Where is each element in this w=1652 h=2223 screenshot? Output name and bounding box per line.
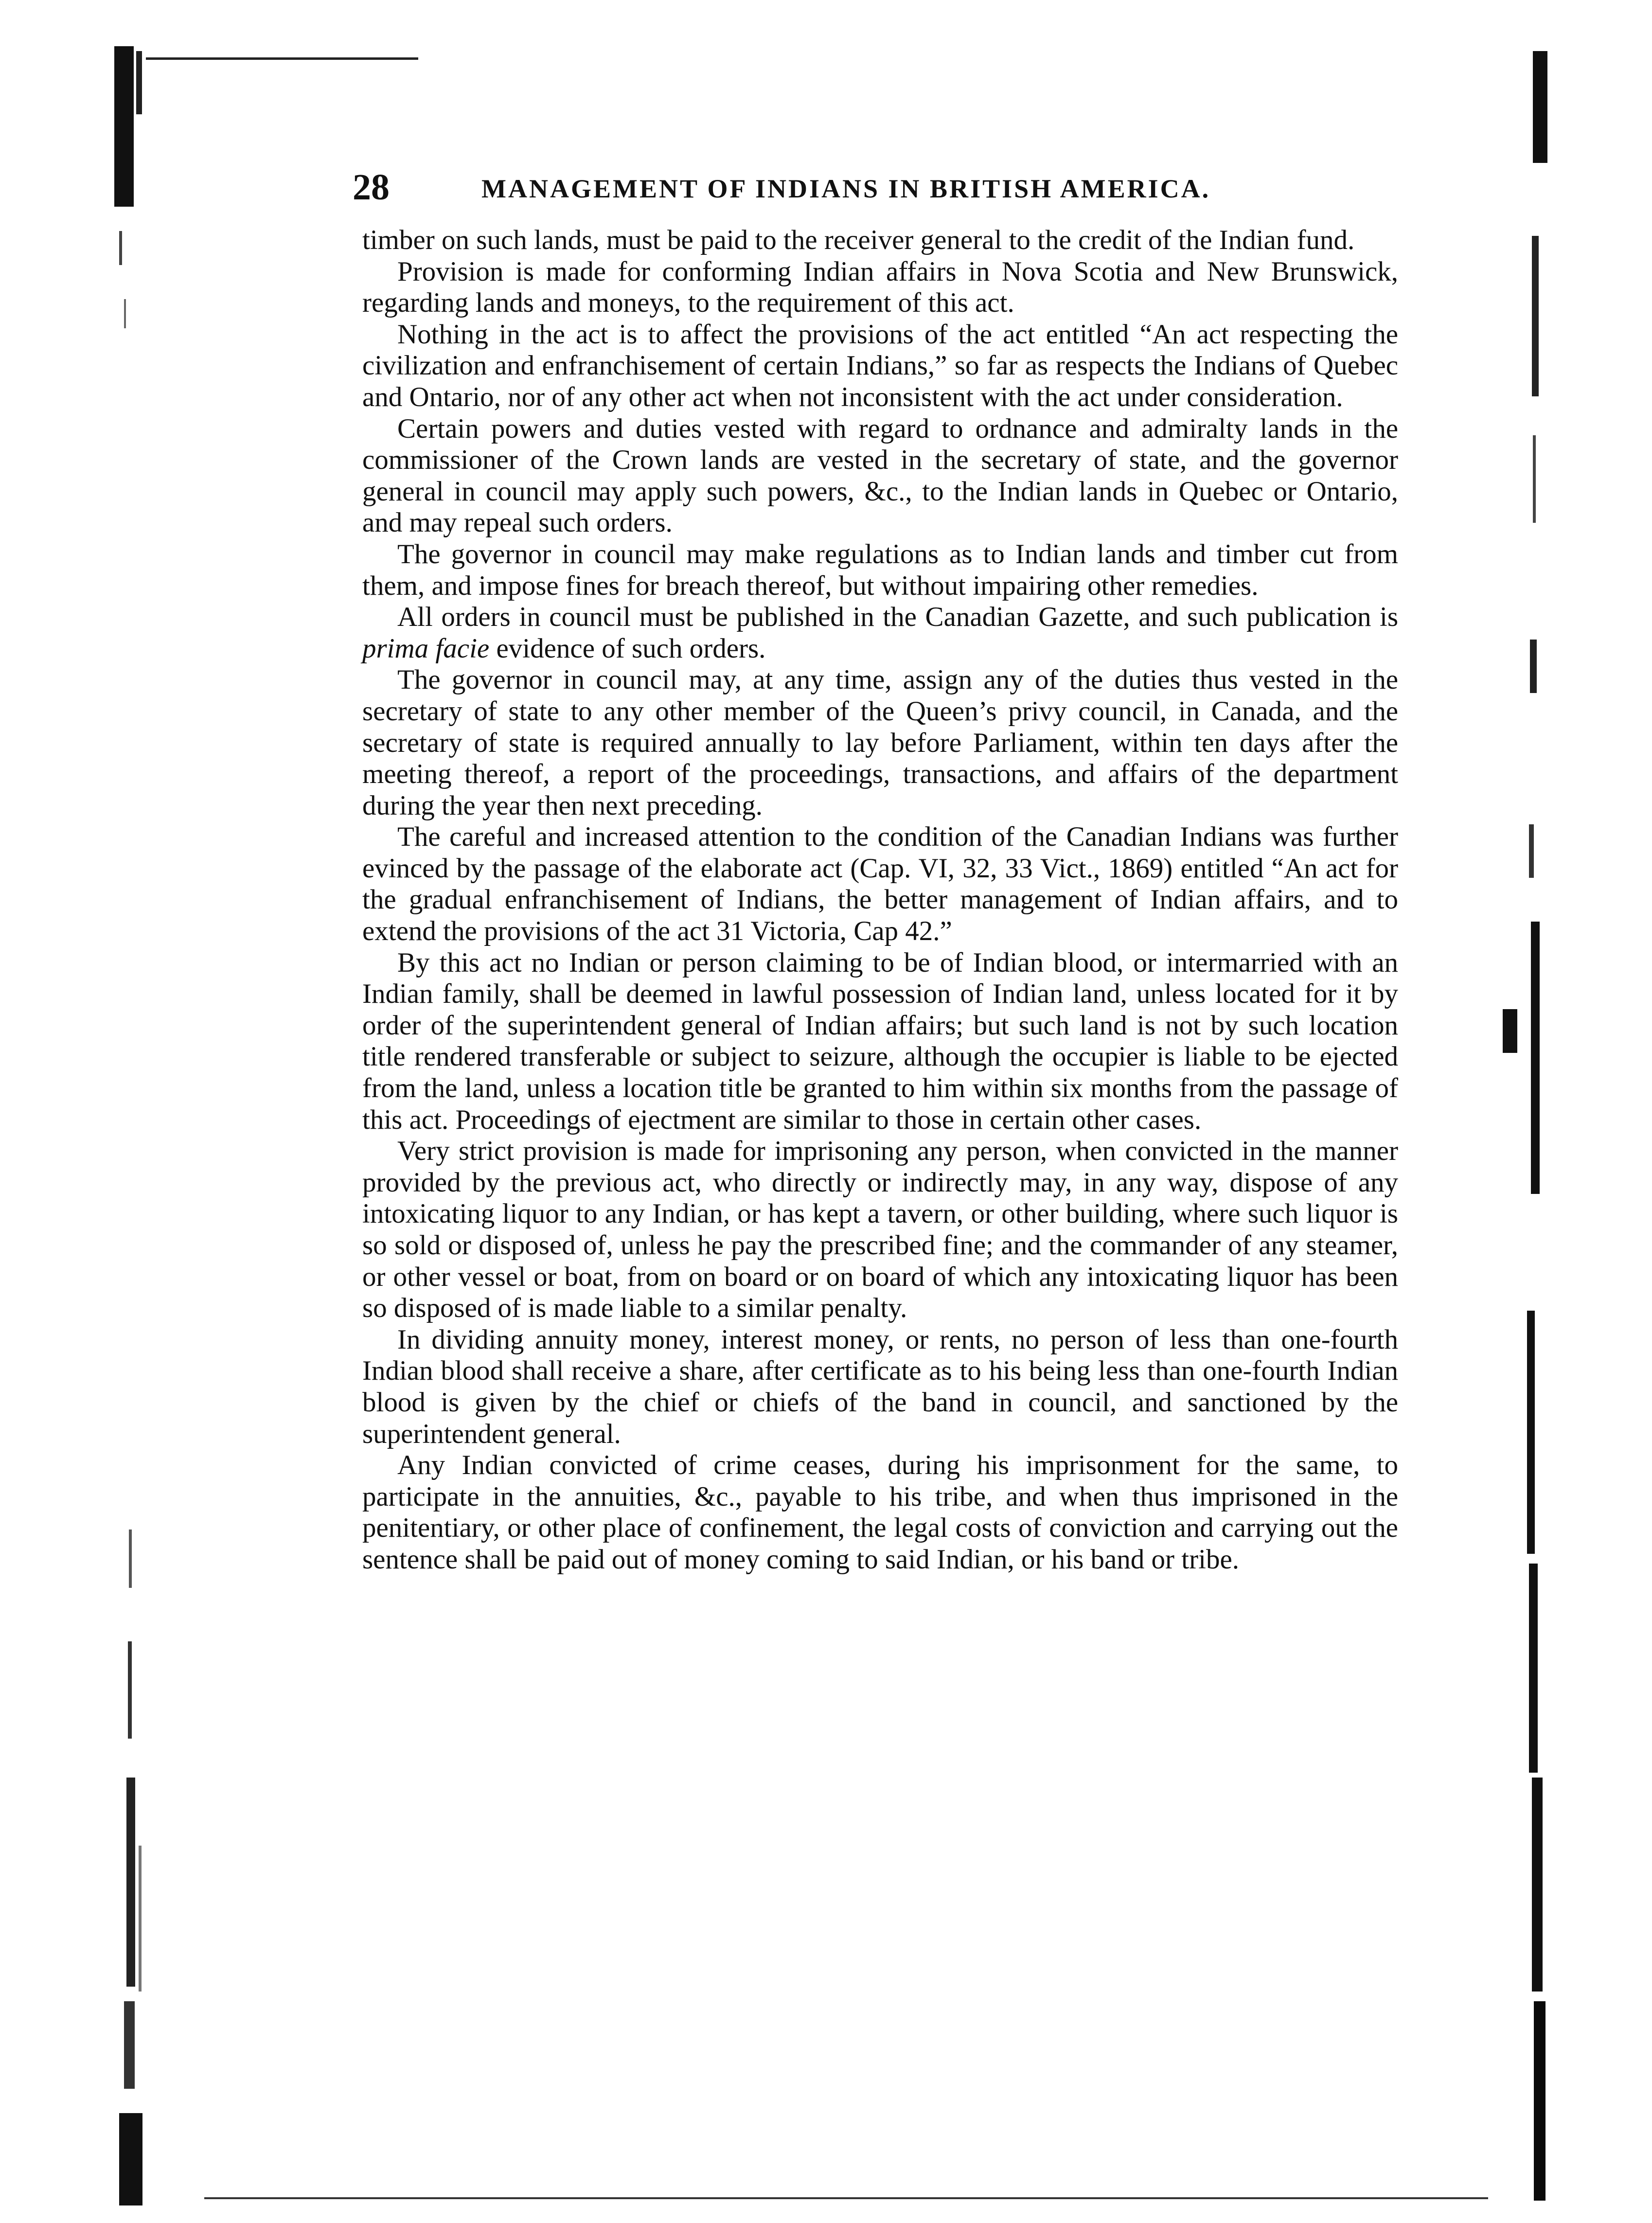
page-number: 28 [353, 167, 390, 208]
right-torn-edge [1498, 46, 1595, 2205]
paragraph: The governor in council may, at any time, assign any of the duties thus vested in the secretary of state to any other member of the Queen’s privy council, in Canada, and the secretary of state is required annually to lay before Parliament, within ten days after the meeting thereof, a report of the proceedings, transactions, and affairs of the department during the year then next preceding. [362, 664, 1398, 821]
paragraph-text: All orders in council must be published in the Canadian Gazette, and such publication is [397, 602, 1398, 633]
paragraph-gazette [362, 602, 1398, 664]
top-scan-rule [146, 57, 418, 60]
paragraph: Nothing in the act is to affect the provisions of the act entitled “An act respecting the civilization and enfranchisement of certain Indians,” so far as respects the Indians of Quebec and Ontario, nor of any other act when not inconsistent with the act under consideration. [362, 319, 1398, 412]
paragraph-text: evidence of such orders. [489, 633, 766, 664]
paragraph: Very strict provision is made for imprisoning any person, when convicted in the manner provided by the previous act, who directly or indirectly may, in any way, dispose of any intoxicating liquor to any Indian, or has kept a tavern, or other building, where such liquor is so sold or disposed of, unless he pay the prescribed fine; and the commander of any steamer, or other vessel or boat, from on board or on board of which any intoxicating liquor has been so disposed of is made liable to a similar penalty. [362, 1136, 1398, 1324]
paragraph: The careful and increased attention to the condition of the Canadian Indians was further evinced by the passage of the elaborate act (Cap. VI, 32, 33 Vict., 1869) entitled “An act for the gradual enfranchisement of Indians, the better management of Indian affairs, and to extend the provisions of the act 31 Victoria, Cap 42.” [362, 821, 1398, 947]
paragraph: Provision is made for conforming Indian affairs in Nova Scotia and New Brunswick, regarding lands and moneys, to the requirement of this act. [362, 256, 1398, 319]
left-binding-shadow [105, 46, 160, 2205]
page-header [353, 165, 1461, 209]
paragraph: Any Indian convicted of crime ceases, during his imprisonment for the same, to participate in the annuities, &c., payable to his tribe, and when thus imprisoned in the penitentiary, or other place of confinement, the legal costs of conviction and carrying out the sentence shall be paid out of money coming to said Indian, or his band or tribe. [362, 1450, 1398, 1575]
paragraph: Certain powers and duties vested with regard to ordnance and admiralty lands in the commissioner of the Crown lands are vested in the secretary of state, and the governor general in council may apply such powers, &c., to the Indian lands in Quebec or Ontario, and may repeal such orders. [362, 413, 1398, 538]
running-head: MANAGEMENT OF INDIANS IN BRITISH AMERICA. [481, 174, 1211, 203]
paragraph: timber on such lands, must be paid to the receiver general to the credit of the Indian fund. [362, 225, 1355, 255]
bottom-scan-rule [204, 2197, 1488, 2199]
paragraph: In dividing annuity money, interest money, or rents, no person of less than one-fourth Indian blood shall receive a share, after certificate as to his being less than one-fourth Indian blood is given by the chief or chiefs of the band in council, and sanctioned by the superintendent general. [362, 1324, 1398, 1449]
body-text [362, 225, 1398, 1576]
italic-phrase: prima facie [362, 633, 490, 664]
paragraph: The governor in council may make regulations as to Indian lands and timber cut from them, and impose fines for breach thereof, but without impairing other remedies. [362, 538, 1398, 601]
paragraph: By this act no Indian or person claiming to be of Indian blood, or intermarried with an Indian family, shall be deemed in lawful possession of Indian land, unless located for it by order of the superintendent general of Indian affairs; but such land is not by such location title rendered transferable or subject to seizure, although the occupier is liable to be ejected from the land, unless a location title be granted to him within six months from the passage of this act. Proceedings of ejectment are similar to those in certain other cases. [362, 947, 1398, 1135]
